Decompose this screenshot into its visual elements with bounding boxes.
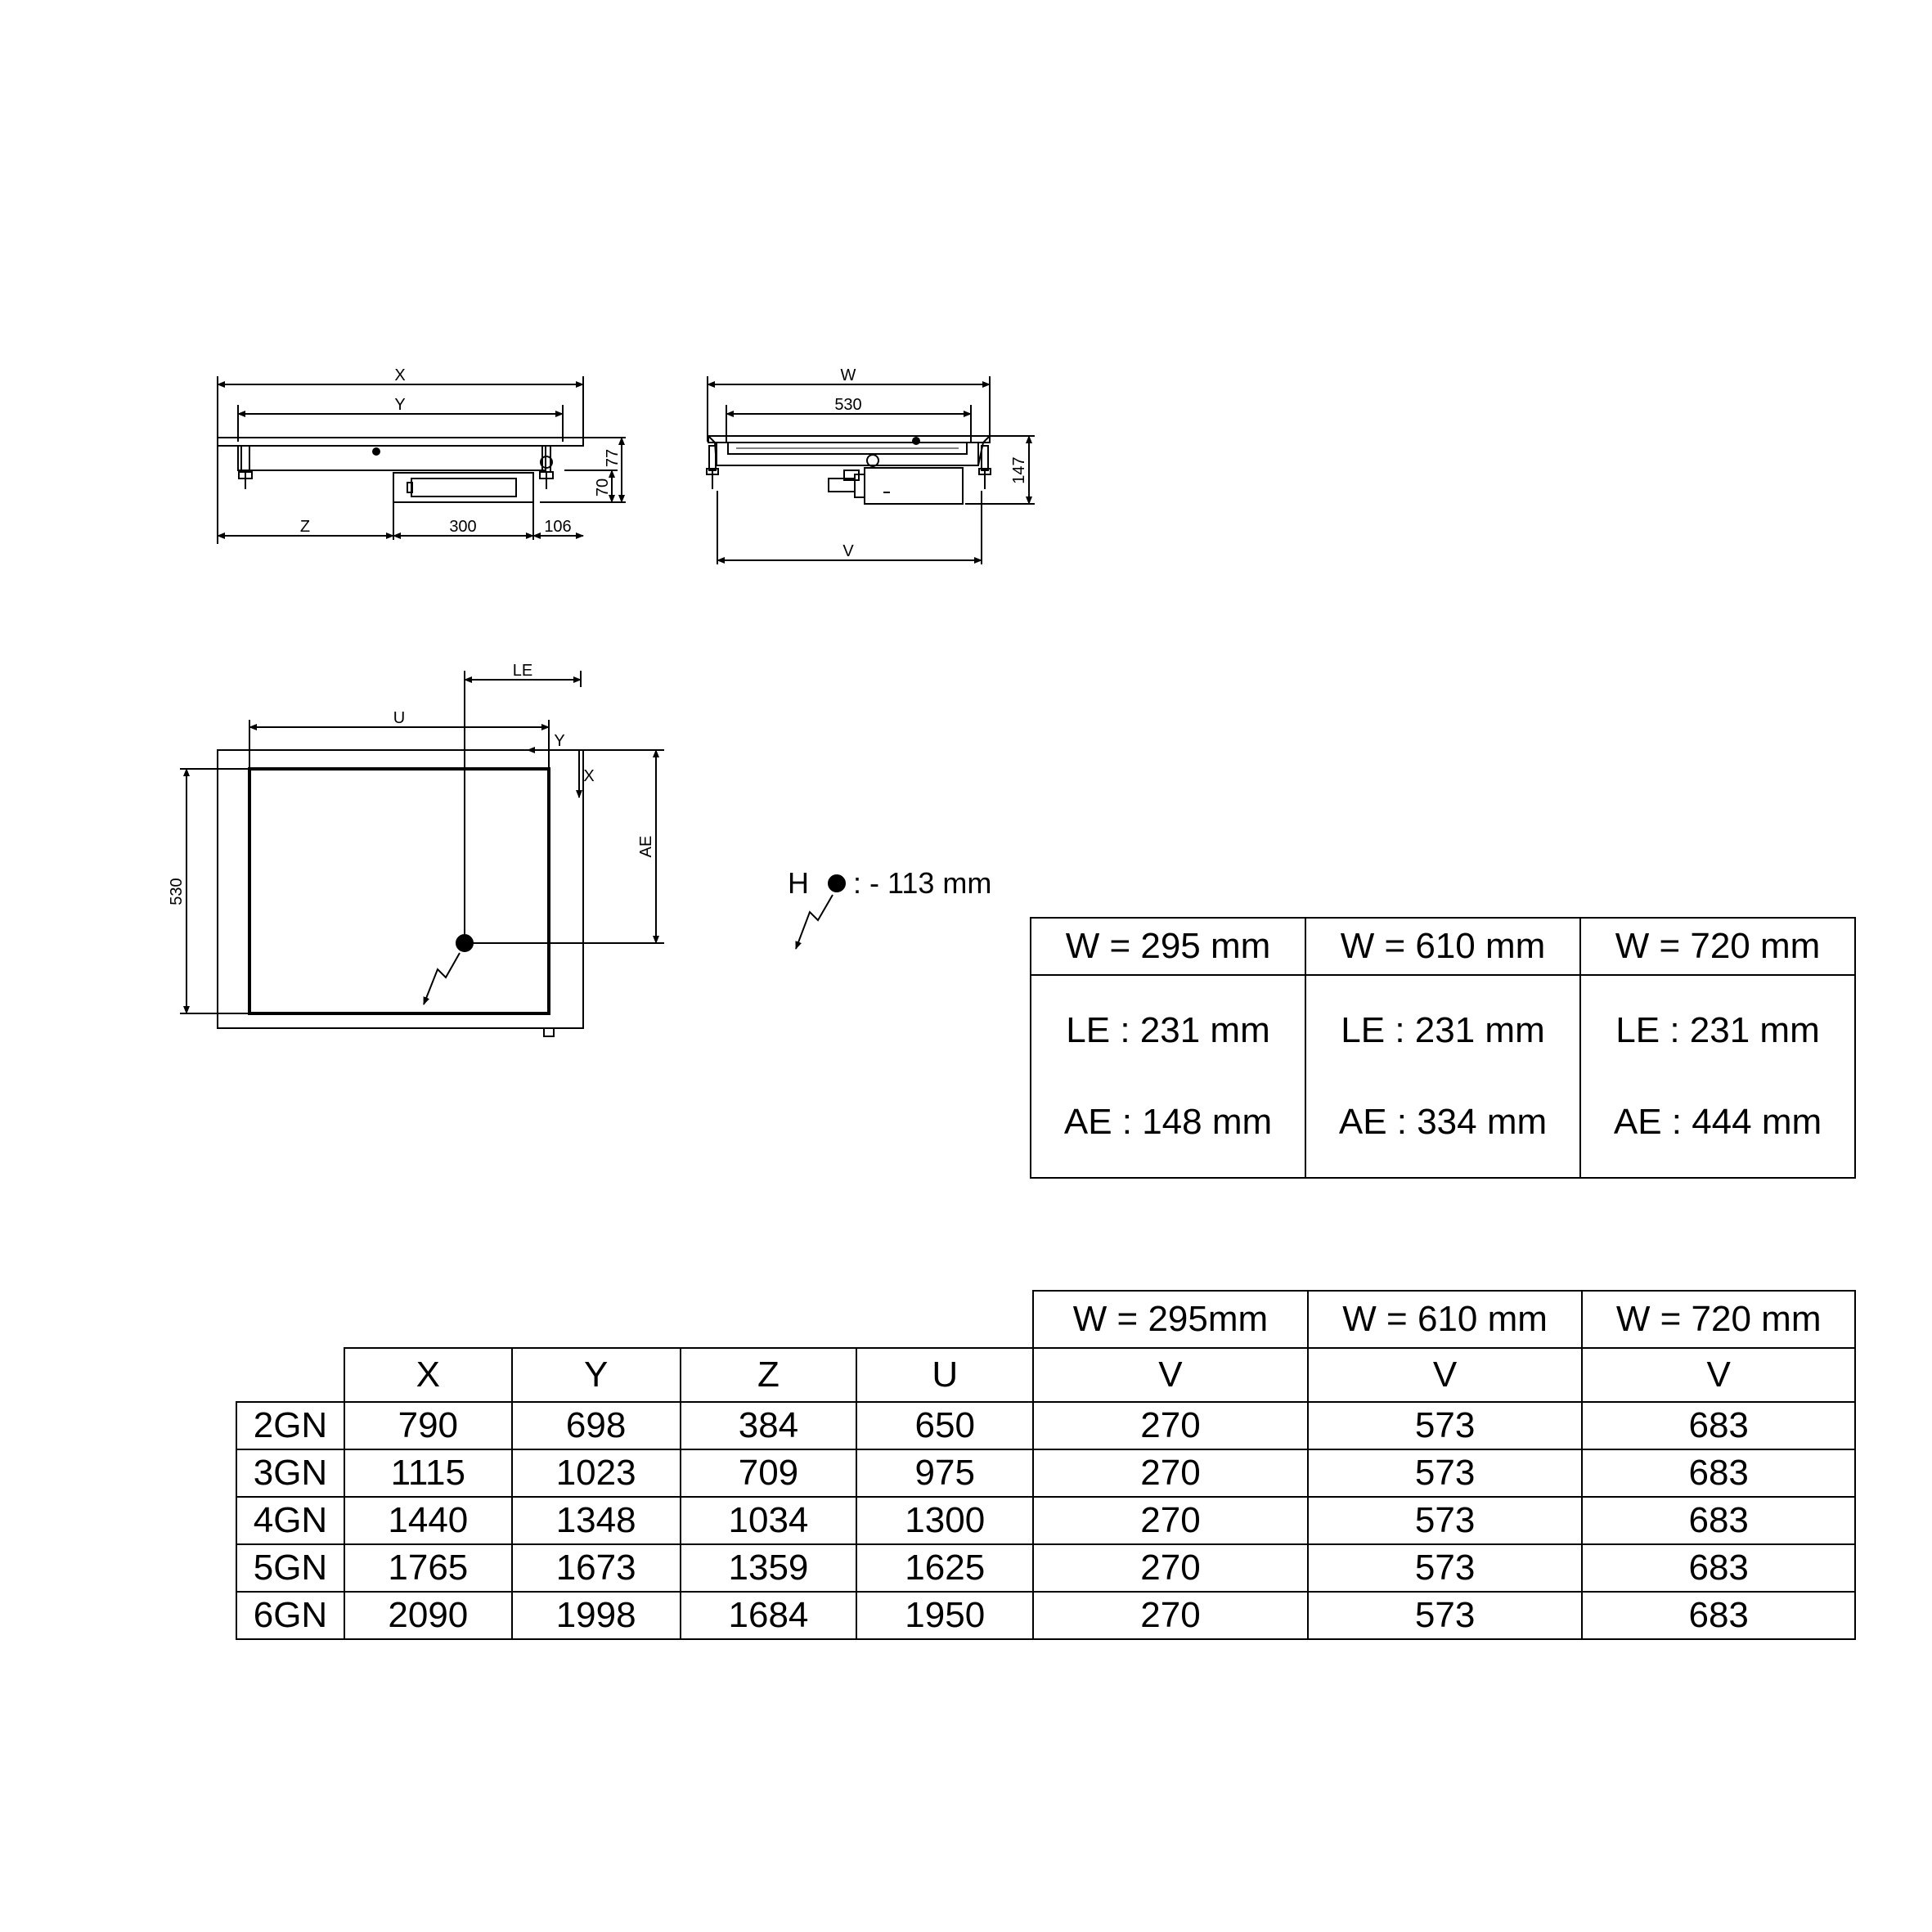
- label-77: 77: [604, 448, 622, 468]
- le-ae-value-row: [1031, 975, 1855, 1178]
- row-label: 4GN: [236, 1497, 344, 1544]
- column-header: V: [1582, 1348, 1855, 1402]
- table-cell: 1300: [856, 1497, 1033, 1544]
- table-cell: 1115: [344, 1449, 512, 1497]
- dim-w-header-row: [236, 1291, 1855, 1348]
- table-cell: 573: [1308, 1402, 1583, 1449]
- table-cell: 573: [1308, 1544, 1583, 1592]
- front-view-labels: [300, 366, 622, 536]
- label-ae: AE: [637, 835, 655, 858]
- table-row: [236, 1592, 1855, 1639]
- label-v: V: [842, 542, 854, 560]
- label-u: U: [393, 709, 406, 727]
- ae-value: AE : 334 mm: [1338, 1102, 1548, 1142]
- table-cell: 384: [681, 1402, 857, 1449]
- outer-frame: [218, 750, 583, 1028]
- top-view: [180, 671, 664, 1036]
- table-cell: 573: [1308, 1449, 1583, 1497]
- table-cell: 1673: [512, 1544, 681, 1592]
- table-cell: 270: [1033, 1449, 1308, 1497]
- label-y: Y: [394, 396, 406, 414]
- column-header: V: [1308, 1348, 1583, 1402]
- le-ae-table: [1030, 917, 1856, 1179]
- row-label: 6GN: [236, 1592, 344, 1639]
- table-cell: 650: [856, 1402, 1033, 1449]
- label-x: X: [394, 366, 406, 384]
- table-cell: 573: [1308, 1592, 1583, 1639]
- blank-cell: [236, 1348, 344, 1402]
- table-cell: 683: [1582, 1544, 1855, 1592]
- row-label: 5GN: [236, 1544, 344, 1592]
- inner-well: [249, 769, 549, 1013]
- table-cell: 1684: [681, 1592, 857, 1639]
- label-w: W: [840, 366, 856, 384]
- drain-point: [456, 935, 473, 951]
- table-cell: 1998: [512, 1592, 681, 1639]
- label-530-top: 530: [168, 878, 186, 905]
- label-le: LE: [512, 662, 533, 680]
- table-cell: 270: [1033, 1402, 1308, 1449]
- column-header: V: [1033, 1348, 1308, 1402]
- ae-value: AE : 148 mm: [1063, 1102, 1273, 1142]
- table-cell: 270: [1033, 1497, 1308, 1544]
- table-cell: 683: [1582, 1402, 1855, 1449]
- label-axis-x: X: [583, 767, 595, 785]
- ae-value: AE : 444 mm: [1613, 1102, 1822, 1142]
- label-530-side: 530: [834, 396, 862, 414]
- table-cell: 709: [681, 1449, 857, 1497]
- table-cell: 683: [1582, 1497, 1855, 1544]
- table-cell: 573: [1308, 1497, 1583, 1544]
- legend-drain-arrow: [796, 895, 833, 949]
- table-cell: 1359: [681, 1544, 857, 1592]
- table-cell: 1034: [681, 1497, 857, 1544]
- drain-legend: [788, 866, 991, 949]
- column-header: U: [856, 1348, 1033, 1402]
- table-row: [236, 1544, 1855, 1592]
- top-view-labels: [168, 662, 655, 905]
- table-cell: 975: [856, 1449, 1033, 1497]
- le-value: LE : 231 mm: [1066, 1010, 1270, 1050]
- table-row: [236, 1402, 1855, 1449]
- le-value: LE : 231 mm: [1341, 1010, 1545, 1050]
- table-cell: 270: [1033, 1544, 1308, 1592]
- table-cell: 2090: [344, 1592, 512, 1639]
- row-label: 2GN: [236, 1402, 344, 1449]
- table-row: [236, 1449, 1855, 1497]
- le-ae-header: W = 720 mm: [1580, 918, 1855, 975]
- dimension-table: [236, 1290, 1856, 1640]
- le-ae-header: W = 295 mm: [1031, 918, 1305, 975]
- w-header: W = 295mm: [1033, 1291, 1308, 1348]
- drain-arrow: [424, 953, 460, 1004]
- le-ae-cell: [1031, 975, 1305, 1178]
- column-header: Y: [512, 1348, 681, 1402]
- le-ae-cell: [1305, 975, 1580, 1178]
- legend-drain-symbol: [829, 875, 845, 892]
- table-cell: 790: [344, 1402, 512, 1449]
- table-cell: 1440: [344, 1497, 512, 1544]
- legend-value: : - 113 mm: [853, 866, 992, 900]
- blank-cell: [236, 1291, 1033, 1348]
- dim-column-header-row: [236, 1348, 1855, 1402]
- table-cell: 1348: [512, 1497, 681, 1544]
- table-cell: 1625: [856, 1544, 1033, 1592]
- label-147: 147: [1010, 456, 1028, 484]
- column-header: X: [344, 1348, 512, 1402]
- side-view: [707, 376, 1035, 564]
- le-ae-header-row: [1031, 918, 1855, 975]
- table-cell: 1023: [512, 1449, 681, 1497]
- w-header: W = 610 mm: [1308, 1291, 1583, 1348]
- table-cell: 270: [1033, 1592, 1308, 1639]
- row-label: 3GN: [236, 1449, 344, 1497]
- label-axis-y: Y: [554, 732, 565, 750]
- w-header: W = 720 mm: [1582, 1291, 1855, 1348]
- label-z: Z: [299, 518, 311, 536]
- le-ae-header: W = 610 mm: [1305, 918, 1580, 975]
- table-cell: 1950: [856, 1592, 1033, 1639]
- legend-h-label: H: [788, 866, 809, 900]
- label-300: 300: [449, 518, 477, 536]
- table-cell: 1765: [344, 1544, 512, 1592]
- label-70: 70: [594, 478, 612, 497]
- table-cell: 683: [1582, 1592, 1855, 1639]
- table-cell: 698: [512, 1402, 681, 1449]
- label-106: 106: [544, 518, 572, 536]
- le-ae-cell: [1580, 975, 1855, 1178]
- side-view-labels: [834, 366, 1028, 560]
- table-row: [236, 1497, 1855, 1544]
- table-cell: 683: [1582, 1449, 1855, 1497]
- le-value: LE : 231 mm: [1615, 1010, 1820, 1050]
- column-header: Z: [681, 1348, 857, 1402]
